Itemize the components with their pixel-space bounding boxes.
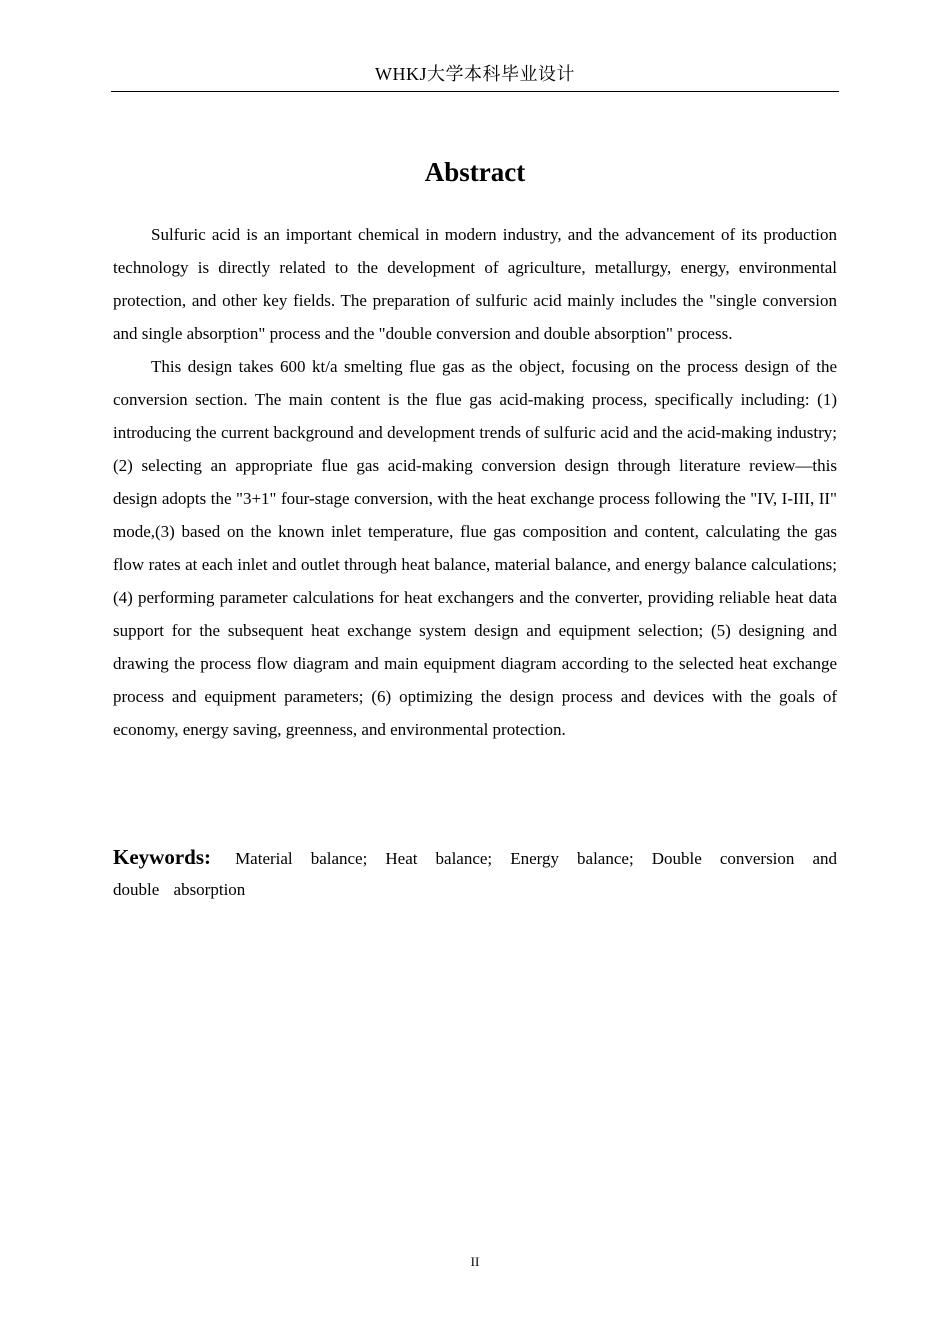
abstract-paragraph-2: This design takes 600 kt/a smelting flue gas as the object, focusing on the process design of the conversion section. The main content is the flue gas acid-making process, specifically including: (1) introducing the current background and development trends of sulfuric acid and the acid-making industry; (2) selecting an appropriate flue gas acid-making conversion design through literature review—this design adopts the "3+1" four-stage conversion, with the heat exchange process following the "IV, I-III, II" mode,(3) based on the known inlet temperature, flue gas composition and content, calculating the gas flow rates at each inlet and outlet through heat balance, material balance, and energy balance calculations; (4) performing parameter calculations for heat exchangers and the converter, providing reliable heat data support for the subsequent heat exchange system design and equipment selection; (5) designing and drawing the process flow diagram and main equipment diagram according to the selected heat exchange process and equipment parameters; (6) optimizing the design process and devices with the goals of economy, energy saving, greenness, and environmental protection. <box>113 357 837 739</box>
keywords-block <box>113 842 837 905</box>
abstract-title: Abstract <box>424 157 526 187</box>
running-header: WHKJ大学本科毕业设计 <box>375 64 575 84</box>
abstract-body <box>113 218 837 746</box>
keywords-label: Keywords: <box>113 845 211 869</box>
page-number: II <box>470 1254 480 1269</box>
header-rule <box>111 91 839 92</box>
keywords-text: Material balance; Heat balance; Energy balance; Double conversion and double absorption <box>113 849 838 899</box>
abstract-paragraph-1: Sulfuric acid is an important chemical in modern industry, and the advancement of its production technology is directly related to the development of agriculture, metallurgy, energy, environmental protection, and other key fields. The preparation of sulfuric acid mainly includes the "single conversion and single absorption" process and the "double conversion and double absorption" process. <box>113 225 837 343</box>
